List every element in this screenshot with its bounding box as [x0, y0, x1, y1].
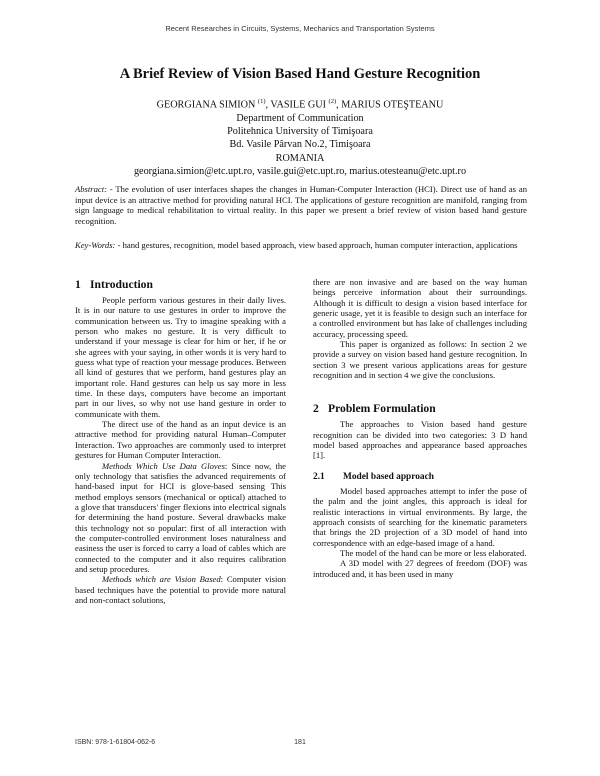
section-number: 1: [75, 278, 81, 291]
paragraph: The approaches to Vision based hand gesture recognition can be divided into two categories: 3 D hand model based approaches and appearance based approaches [1].: [313, 419, 527, 461]
right-column: [313, 277, 527, 579]
footer-isbn: ISBN: 978-1-61804-062-6: [75, 739, 156, 746]
section-number: 2: [313, 402, 319, 416]
paragraph-label: Methods which are Vision Based: [102, 574, 221, 585]
paragraph-label: Methods Which Use Data Gloves: [102, 460, 225, 471]
abstract: [75, 184, 527, 226]
subsection-heading-model-based: [313, 471, 527, 483]
paragraph-text: : Computer vision based techniques have the potential to provide more natural and non-contact solutions,: [75, 574, 286, 605]
author-1-affiliation-mark: (1): [257, 98, 266, 105]
author-emails: georgiana.simion@etc.upt.ro, vasile.gui@etc.upt.ro, marius.otesteanu@etc.upt.ro: [133, 165, 467, 177]
left-column: [75, 278, 286, 605]
running-header: Recent Researches in Circuits, Systems, Mechanics and Transportation Systems: [165, 24, 435, 33]
affiliation-address: Bd. Vasile Pârvan No.2, Timişoara: [229, 139, 371, 151]
abstract-text: - The evolution of user interfaces shapes the changes in Human-Computer Interaction (HCI). Direct use of hand as an input device is an attractive method for providing natural HCI. The applications of gesture recognition are manifold, ranging from sign language to medical rehabilitation to virtual reality. In this paper we present a brief review of vision based hand gesture recognition.: [75, 184, 527, 226]
paragraph: The model of the hand can be more or less elaborated.: [340, 547, 527, 558]
author-names: [0, 95, 600, 112]
section-title: Problem Formulation: [328, 402, 436, 416]
author-block: [0, 95, 600, 178]
keywords-text: - hand gestures, recognition, model based approach, view based approach, human computer interaction, applications: [115, 240, 518, 250]
author-2: , VASILE GUI: [265, 99, 326, 111]
paragraph: A 3D model with 27 degrees of freedom (DOF) was introduced and, it has been used in many: [313, 558, 527, 579]
page-number: 181: [294, 739, 306, 746]
affiliation-university: Politehnica University of Timişoara: [227, 125, 373, 137]
paragraph: [75, 461, 286, 575]
section-heading-introduction: [75, 278, 286, 292]
paragraph: Model based approaches attempt to infer the pose of the palm and the joint angles, this approach is ideal for realistic interactions in virtual environments. By large, the approach consists of searching for the kinematic parameters that brings the 2D projection of a 3D model of hand into correspondence with an edge-based image of a hand.: [313, 485, 527, 548]
author-3: , MARIUS OTEŞTEANU: [336, 99, 444, 111]
paragraph: The direct use of the hand as an input device is an attractive method for providing natural Human–Computer Interaction. Two approaches are commonly used to interpret gestures for Human Computer Interaction.: [75, 419, 286, 461]
subsection-title: Model based approach: [343, 471, 434, 482]
affiliation-country: ROMANIA: [275, 152, 325, 164]
section-heading-problem-formulation: [313, 402, 527, 416]
keywords-label: Key-Words:: [75, 240, 116, 250]
paragraph-text: : Since now, the only technology that satisfies the advanced requirements of hand-based input for HCI is glove-based sensing This method employs sensors (mechanical or optical) attached to a glove that transducers' finger flexions into electrical signals for determining the hand posture. Several drawbacks make this technology not so popular: first of all interaction with the computer-controlled environment loses naturalness and easiness the user is forced to carry a load of cables which are connected to the computer and it also requires calibration and setup procedures.: [75, 460, 286, 574]
abstract-label: Abstract:: [75, 184, 107, 194]
paragraph: People perform various gestures in their daily lives. It is in our nature to use gestures in order to improve the communication between us. Try to imagine speaking with a person who makes no gesture. It is very difficult to understand if your message is clear for him or her, if he or she agrees with your saying, in other words it is very hard to guess what type of reaction your message produces. Between all kind of gestures that we perform, hand gestures play an important role. Hand gestures can help us say more in less time. In these days, computers have become an important part in our lives, so why not use hand gesture in order to communicate with them.: [75, 295, 286, 419]
paragraph: [75, 574, 286, 605]
author-2-affiliation-mark: (2): [328, 98, 337, 105]
affiliation-department: Department of Communication: [236, 112, 364, 124]
keywords: [75, 240, 527, 251]
paragraph: This paper is organized as follows: In section 2 we provide a survey on vision based hand gesture recognition. In section 3 we present various applications areas for gesture recognition and in section 4 we give the conclusions.: [313, 339, 527, 381]
author-1: GEORGIANA SIMION: [156, 99, 256, 111]
paper-title: A Brief Review of Vision Based Hand Gesture Recognition: [119, 66, 481, 82]
paragraph: there are non invasive and are based on the way human beings perceive information about their surroundings. Although it is difficult to design a vision based interface for generic usage, yet it is feasible to design such an interface for a controlled environment but has lake of challenges including accuracy, processing speed.: [313, 277, 527, 339]
section-title: Introduction: [90, 278, 153, 291]
subsection-number: 2.1: [313, 471, 325, 482]
